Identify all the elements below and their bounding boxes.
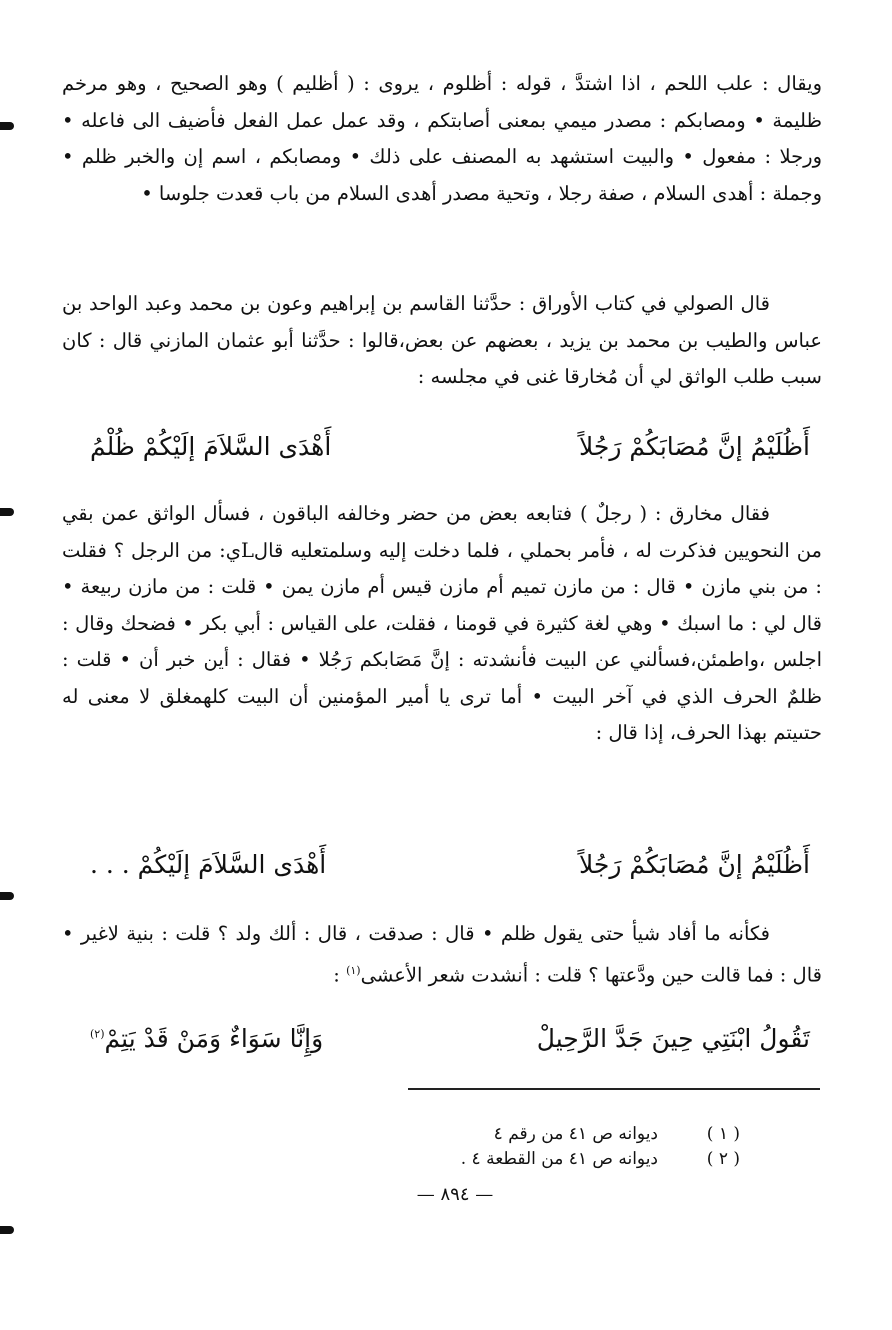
margin-mark [0,1226,14,1234]
paragraph-text: قال الصولي في كتاب الأوراق : حدَّثنا القاسم بن إبراهيم وعون بن محمد وعبد الواحد بن عباس والطيب بن محمد بن يزيد ، بعضهم عن بعض،قالوا : حدَّثنا أبو عثمان المازني قال : كان سبب طلب الواثق لي أن مُخارقا غنى في مجلسه : [62,292,822,388]
paragraph-text-body: فكأنه ما أفاد شيأ حتى يقول ظلم • قال : صدقت ، قال : ألك ولد ؟ قلت : بنية لاغير • قال : فما قالت حين ودَّعتها ؟ قلت : أنشدت شعر الأعشى [62,922,822,986]
verse-hemistich-first: أَظُلَيْمُ إنَّ مُصَابَكُمْ رَجُلاً [579,432,810,461]
footnote-item [380,1147,740,1172]
paragraph-text [62,916,822,994]
verse-1 [90,432,810,478]
verse-hemistich-second [90,1024,323,1053]
paragraph-3 [62,496,822,836]
verse-2 [90,850,810,896]
footnote-item [380,1122,740,1147]
paragraph-text: فقال مخارق : ( رجلٌ ) فتابعه بعض من حضر وخالفه الباقون ، فسأل الواثق عمن بقي من النحويين فذكرت له ، فأمر بحملي ، فلما دخلت إليه وسلمتعليه قالLي: من الرجل ؟ فقلت : من بني مازن • قال : من مازن تميم أم مازن قيس أم مازن يمن • قلت : من مازن ربيعة • قال لي : ما اسبك • وهي لغة كثيرة في قومنا ، فقلت، على القياس : أبي بكر • فضحك وقال : اجلس ،واطمئن،فسألني عن البيت فأنشدته : إنَّ مَصَابكم رَجُلا • فقال : أين خبر أن • قلت : ظلمٌ الحرف الذي في آخر البيت • أما ترى يا أمير المؤمنين أن البيت كلهمغلق لا معنى له حتىيتم بهذا الحرف، إذا قال : [62,502,822,744]
page-number: — ٨٩٤ — [416,1184,494,1205]
footnote-divider [408,1088,820,1090]
footnotes [380,1122,740,1172]
verse-hemistich-second: أَهْدَى السَّلاَمَ إلَيْكُمْ . . . [90,850,327,879]
paragraph-text-tail: : [333,963,347,986]
paragraph-1 [62,66,822,286]
footnote-number: ( ٢ ) [706,1149,740,1169]
paragraph-text: ويقال : علب اللحم ، اذا اشتدَّ ، قوله : أظلوم ، يروى : ( أظليم ) وهو الصحيح ، وهو مرخم ظليمة • ومصابكم : مصدر ميمي بمعنى أصابتكم ، وقد عمل عمل الفعل فأضيف الى فاعله • ورجلا : مفعول • والبيت استشهد به المصنف على ذلك • ومصابكم ، اسم إن والخبر ظلم • وجملة : أهدى السلام ، صفة رجلا ، وتحية مصدر أهدى السلام من باب قعدت جلوسا • [62,72,822,205]
verse-hemistich-first: تَقُولُ ابْنَتِي حِينَ جَدَّ الرَّحِيلْ [536,1024,810,1053]
verse-3 [90,1024,810,1070]
margin-mark [0,508,14,516]
paragraph-2 [62,286,822,406]
footnote-text: ديوانه ص ٤١ من رقم ٤ [493,1124,658,1144]
margin-mark [0,122,14,130]
margin-mark [0,892,14,900]
footnote-ref-1[interactable]: (١) [346,963,361,977]
footnote-text: ديوانه ص ٤١ من القطعة ٤ . [460,1149,658,1169]
verse-hemistich-second: أَهْدَى السَّلاَمَ إلَيْكُمْ ظُلْمُ [90,432,332,461]
verse-text: وَإِنَّا سَوَاءٌ وَمَنْ قَدْ يَتِمْ [104,1024,324,1053]
footnote-ref-2[interactable]: (٢) [90,1027,105,1041]
verse-hemistich-first: أَظُلَيْمُ إنَّ مُصَابَكُمْ رَجُلاً [579,850,810,879]
footnote-number: ( ١ ) [706,1124,740,1144]
paragraph-4 [62,916,822,992]
